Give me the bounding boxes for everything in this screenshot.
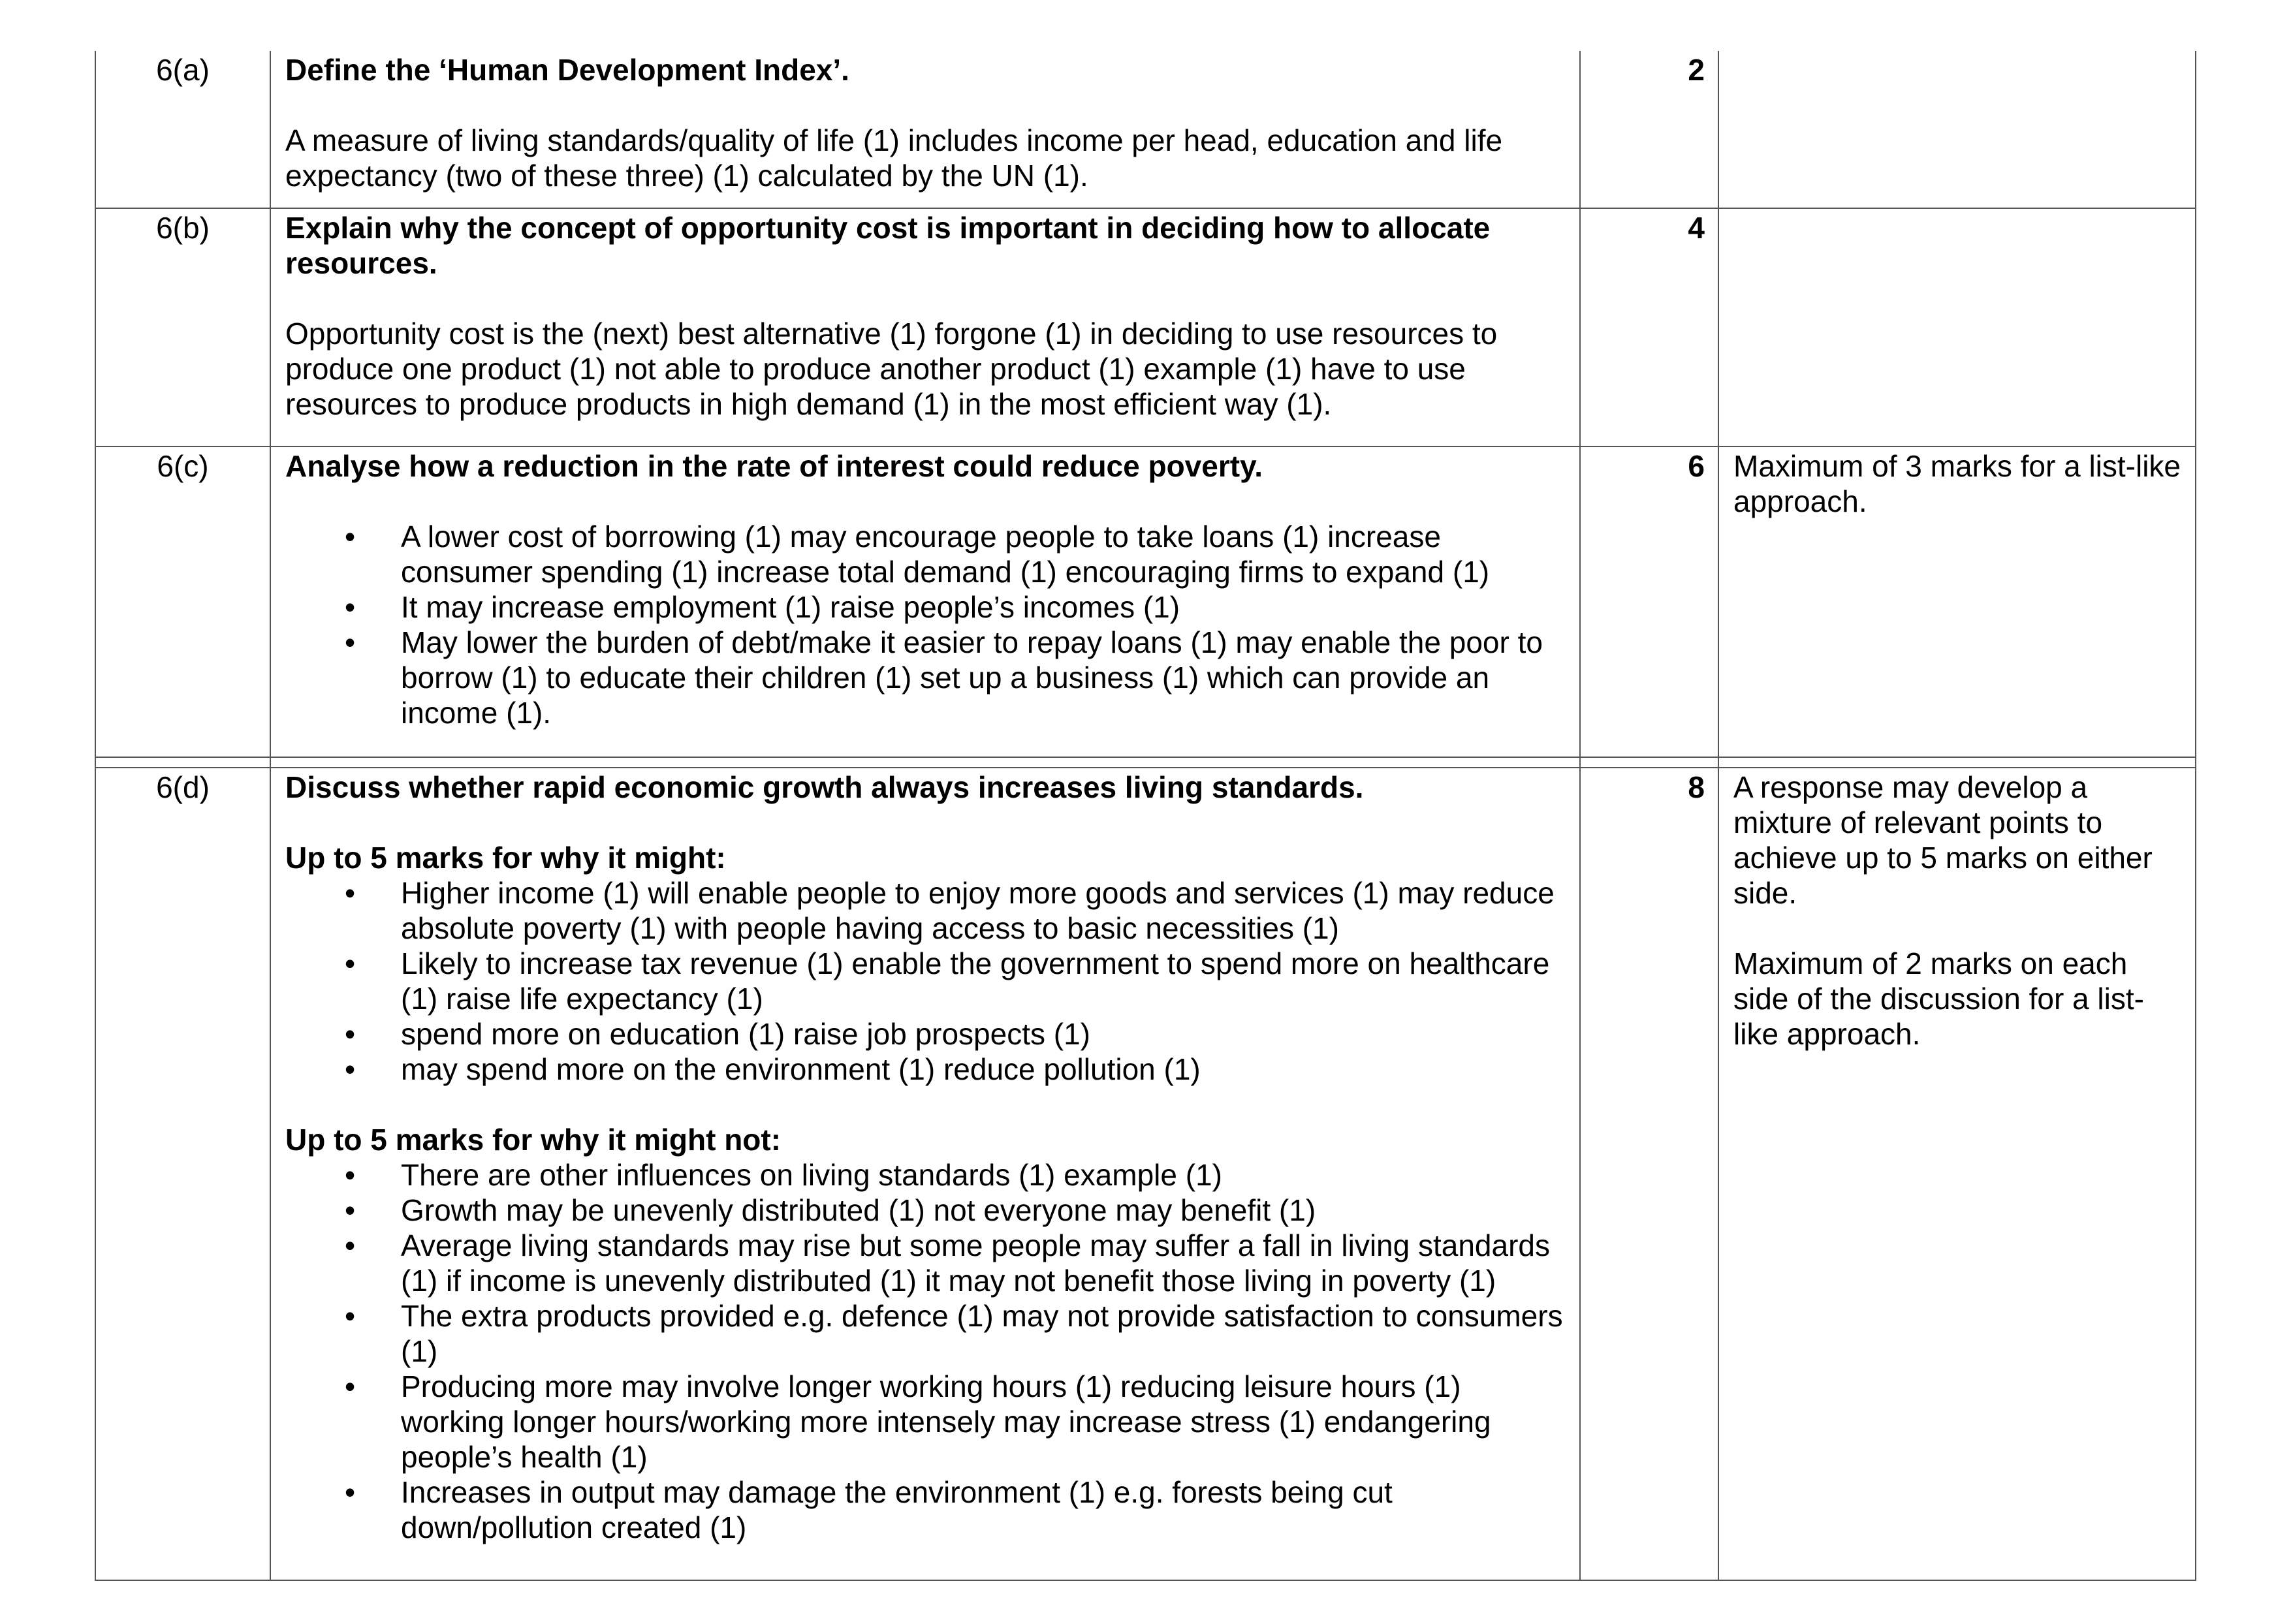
question-number-cell bbox=[95, 51, 270, 208]
question-text: Discuss whether rapid economic growth always increases living standards. bbox=[285, 770, 1364, 804]
question-number: 6(b) bbox=[156, 211, 210, 245]
question-number: 6(d) bbox=[156, 770, 210, 804]
guidance-cell bbox=[1718, 768, 2196, 1580]
answer-cell bbox=[270, 446, 1580, 757]
list-item-line: people’s health (1) bbox=[401, 1440, 648, 1474]
question-number-cell bbox=[95, 768, 270, 1580]
answer-line: A measure of living standards/quality of life (1) includes income per head, education and life bbox=[285, 123, 1503, 157]
bullet-icon: • bbox=[344, 876, 356, 910]
answer-cell bbox=[270, 768, 1580, 1580]
bullet-icon: • bbox=[344, 1299, 356, 1333]
list-item-line: It may increase employment (1) raise people’s incomes (1) bbox=[401, 590, 1180, 624]
guidance-line: Maximum of 2 marks on each bbox=[1733, 946, 2128, 980]
guidance-cell bbox=[1718, 446, 2196, 757]
question-text: Define the ‘Human Development Index’. bbox=[285, 53, 849, 87]
guidance-line: side. bbox=[1733, 876, 1797, 910]
list-item-line: down/pollution created (1) bbox=[401, 1510, 747, 1544]
list-item bbox=[285, 1369, 1565, 1475]
row-6b bbox=[95, 208, 2196, 446]
bullet-list bbox=[285, 519, 1565, 730]
guidance-cell bbox=[1718, 51, 2196, 208]
guidance-line: mixture of relevant points to bbox=[1733, 805, 2103, 839]
list-item-line: income (1). bbox=[401, 696, 552, 730]
list-item bbox=[285, 519, 1565, 589]
list-item bbox=[285, 1157, 1565, 1193]
marks-value: 8 bbox=[1688, 770, 1705, 804]
list-item-line: Average living standards may rise but some people may suffer a fall in living standards bbox=[401, 1228, 1550, 1262]
bullet-icon: • bbox=[344, 1228, 356, 1262]
row-6d bbox=[95, 768, 2196, 1580]
question-number-cell bbox=[95, 446, 270, 757]
answer-line: produce one product (1) not able to produce another product (1) example (1) have to use bbox=[285, 352, 1466, 386]
bullet-list bbox=[285, 875, 1565, 1087]
guidance-cell bbox=[1718, 208, 2196, 446]
section-heading: Up to 5 marks for why it might: bbox=[285, 841, 726, 875]
guidance-line: Maximum of 3 marks for a list-like bbox=[1733, 449, 2181, 483]
list-item-line: absolute poverty (1) with people having access to basic necessities (1) bbox=[401, 911, 1339, 945]
list-item-line: There are other influences on living standards (1) example (1) bbox=[401, 1158, 1222, 1192]
bullet-icon: • bbox=[344, 1052, 356, 1086]
row-6a bbox=[95, 51, 2196, 208]
list-item-line: The extra products provided e.g. defence (1) may not provide satisfaction to consumers bbox=[401, 1299, 1563, 1333]
question-number-cell bbox=[95, 208, 270, 446]
list-item bbox=[285, 1228, 1565, 1298]
marks-value: 6 bbox=[1688, 449, 1705, 483]
question-number: 6(a) bbox=[156, 53, 210, 87]
list-item-line: may spend more on the environment (1) reduce pollution (1) bbox=[401, 1052, 1201, 1086]
guidance-line: A response may develop a bbox=[1733, 770, 2088, 804]
guidance-line: side of the discussion for a list- bbox=[1733, 982, 2144, 1016]
list-item-line: (1) bbox=[401, 1334, 438, 1368]
row-6c bbox=[95, 446, 2196, 757]
list-item bbox=[285, 1052, 1565, 1087]
bullet-icon: • bbox=[344, 1193, 356, 1227]
list-item-line: consumer spending (1) increase total demand (1) encouraging firms to expand (1) bbox=[401, 555, 1490, 589]
bullet-icon: • bbox=[344, 520, 356, 554]
list-item bbox=[285, 1193, 1565, 1228]
list-item-line: A lower cost of borrowing (1) may encourage people to take loans (1) increase bbox=[401, 520, 1441, 554]
list-item bbox=[285, 625, 1565, 730]
mark-scheme bbox=[95, 51, 2195, 1581]
list-item-line: (1) if income is unevenly distributed (1) it may not benefit those living in poverty (1) bbox=[401, 1264, 1496, 1298]
list-item-line: borrow (1) to educate their children (1) set up a business (1) which can provide an bbox=[401, 661, 1490, 695]
answer-line: resources to produce products in high demand (1) in the most efficient way (1). bbox=[285, 387, 1332, 421]
question-text: Analyse how a reduction in the rate of interest could reduce poverty. bbox=[285, 449, 1263, 483]
list-item-line: Growth may be unevenly distributed (1) not everyone may benefit (1) bbox=[401, 1193, 1316, 1227]
marks-cell bbox=[1580, 768, 1718, 1580]
list-item-line: May lower the burden of debt/make it easier to repay loans (1) may enable the poor to bbox=[401, 625, 1543, 659]
guidance-line: like approach. bbox=[1733, 1017, 1921, 1051]
list-item bbox=[285, 875, 1565, 946]
list-item-line: Likely to increase tax revenue (1) enable the government to spend more on healthcare bbox=[401, 946, 1550, 980]
list-item-line: Producing more may involve longer working hours (1) reducing leisure hours (1) bbox=[401, 1369, 1461, 1403]
list-item-line: Increases in output may damage the environment (1) e.g. forests being cut bbox=[401, 1475, 1393, 1509]
bullet-icon: • bbox=[344, 1017, 356, 1051]
row-separator bbox=[95, 757, 2196, 768]
list-item bbox=[285, 1298, 1565, 1369]
bullet-icon: • bbox=[344, 1369, 356, 1403]
bullet-icon: • bbox=[344, 1158, 356, 1192]
bullet-icon: • bbox=[344, 625, 356, 659]
question-number: 6(c) bbox=[157, 449, 209, 483]
marks-cell bbox=[1580, 446, 1718, 757]
bullet-list bbox=[285, 1157, 1565, 1545]
answer-line: expectancy (two of these three) (1) calculated by the UN (1). bbox=[285, 159, 1088, 193]
question-text: Explain why the concept of opportunity cost is important in deciding how to allocate bbox=[285, 211, 1491, 245]
list-item-line: Higher income (1) will enable people to enjoy more goods and services (1) may reduce bbox=[401, 876, 1555, 910]
section-heading: Up to 5 marks for why it might not: bbox=[285, 1123, 782, 1157]
question-text: resources. bbox=[285, 246, 437, 280]
answer-line: Opportunity cost is the (next) best alternative (1) forgone (1) in deciding to use resources to bbox=[285, 317, 1498, 351]
bullet-icon: • bbox=[344, 1475, 356, 1509]
guidance-line: approach. bbox=[1733, 484, 1867, 518]
guidance-line: achieve up to 5 marks on either bbox=[1733, 841, 2153, 875]
list-item-line: working longer hours/working more intensely may increase stress (1) endangering bbox=[401, 1405, 1491, 1439]
list-item bbox=[285, 589, 1565, 625]
list-item bbox=[285, 1475, 1565, 1545]
marks-cell bbox=[1580, 51, 1718, 208]
mark-scheme-table bbox=[95, 51, 2196, 1581]
answer-cell bbox=[270, 51, 1580, 208]
list-item bbox=[285, 1016, 1565, 1052]
list-item bbox=[285, 946, 1565, 1016]
marks-value: 2 bbox=[1688, 53, 1705, 87]
marks-value: 4 bbox=[1688, 211, 1705, 245]
bullet-icon: • bbox=[344, 590, 356, 624]
answer-cell bbox=[270, 208, 1580, 446]
bullet-icon: • bbox=[344, 946, 356, 980]
list-item-line: (1) raise life expectancy (1) bbox=[401, 982, 763, 1016]
list-item-line: spend more on education (1) raise job prospects (1) bbox=[401, 1017, 1091, 1051]
marks-cell bbox=[1580, 208, 1718, 446]
